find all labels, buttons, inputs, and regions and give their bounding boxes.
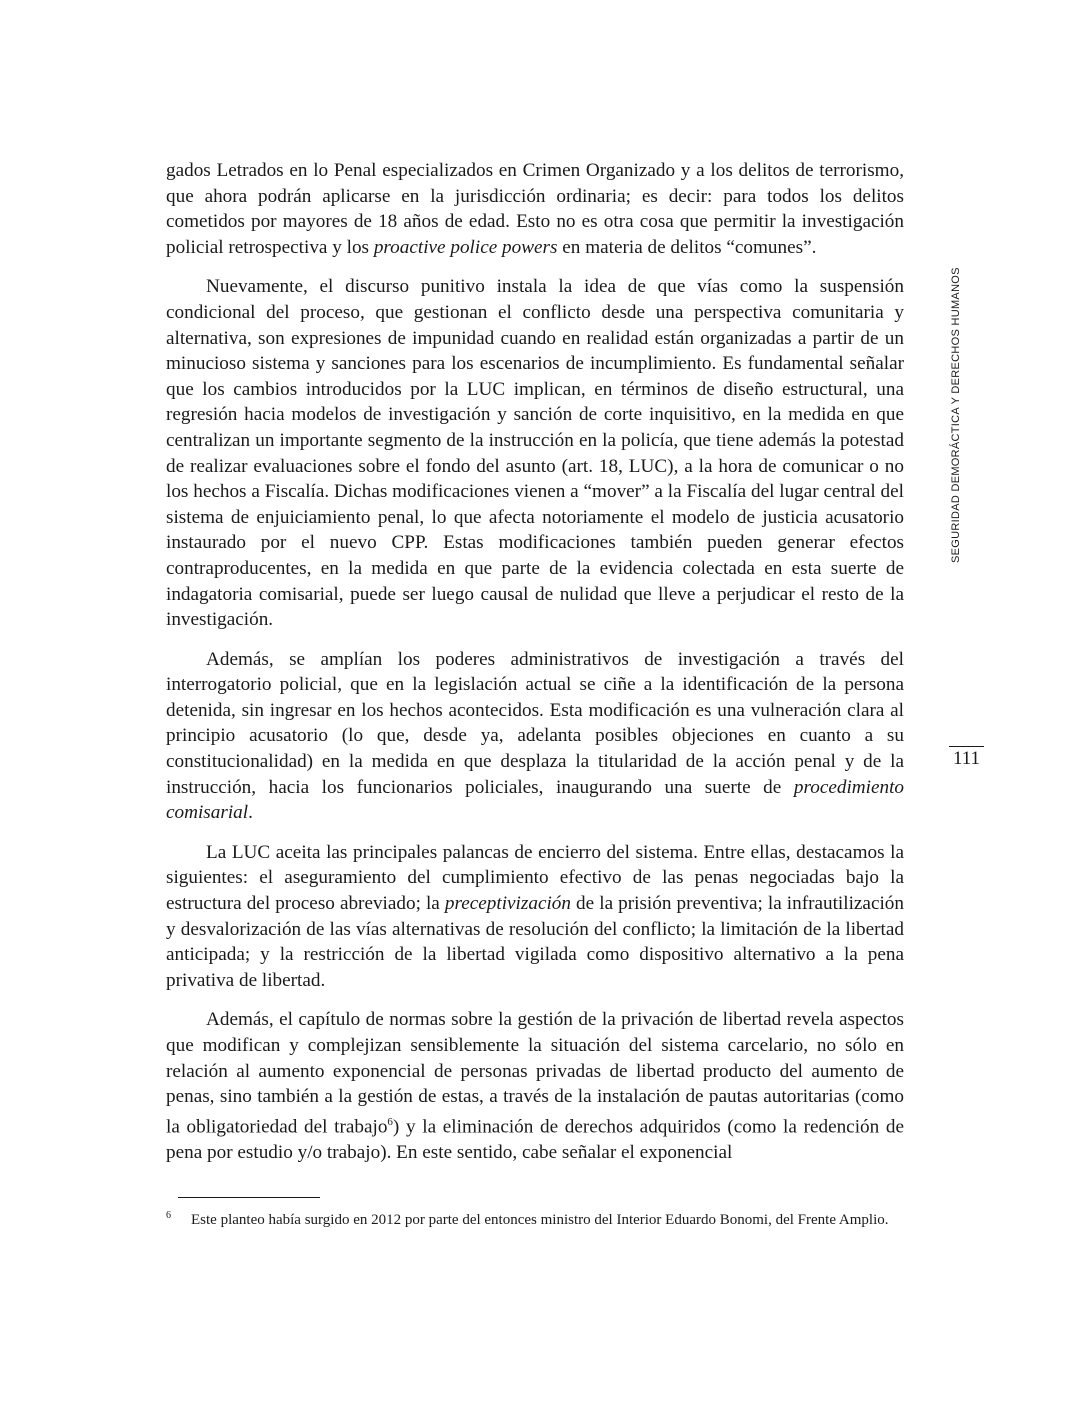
running-header: SEGURIDAD DEMORÁCTICA Y DERECHOS HUMANOS — [950, 267, 962, 563]
paragraph-4-emphasis: preceptivización — [444, 893, 571, 915]
paragraph-2: Nuevamente, el discurso punitivo instala la idea de que vías como la suspensión condicional del proceso, que gestionan el conflicto desde una perspectiva comunitaria y alternativa, son expresiones de impunidad cuando en realidad están organizadas a partir de un minucioso sistema y sanciones para los escenarios de incumplimiento. Es fundamental señalar que los cambios introducidos por la LUC implican, en términos de diseño estructural, una regresión hacia modelos de investigación y sanción de corte inquisitivo, en la medida en que centralizan un importante segmento de la instrucción en la policía, que tiene además la potestad de realizar evaluaciones sobre el fondo del asunto (art. 18, LUC), a la hora de comunicar o no los hechos a Fiscalía. Dichas modificaciones vienen a “mover” a la Fiscalía del lugar central del sistema de enjuiciamiento penal, lo que afecta notoriamente el modelo de justicia acusatorio instaurado por el nuevo CPP. Estas modificaciones también pueden generar efectos contraproducentes, en la medida en que parte de la evidencia colectada en esta suerte de indagatoria comisarial, puede ser luego causal de nulidad que lleve a perjudicar el resto de la investigación. — [166, 276, 904, 631]
paragraph-3-text: Además, se amplían los poderes administrativos de investigación a través del interrogatorio policial, que en la legislación actual se ciñe a la identificación de la persona detenida, sin ingresar en los hechos acontecidos. Esta modificación es una vulneración clara al principio acusatorio (lo que, desde ya, adelanta posibles objeciones en cuanto a su constitucionalidad) en la medida en que desplaza la titularidad de la acción penal y de la instrucción, hacia los funcionarios policiales, inaugurando una suerte de — [166, 648, 904, 798]
footnote-text: Este planteo había surgido en 2012 por parte del entonces ministro del Interior Eduardo Bonomi, del Frente Amplio. — [191, 1212, 889, 1228]
body-text — [166, 158, 904, 1179]
paragraph-5 — [166, 1007, 904, 1165]
footnote-reference[interactable]: 6 — [387, 1115, 393, 1128]
footnote-marker: 6 — [166, 1210, 171, 1221]
footnote — [166, 1205, 904, 1231]
paragraph-5-text: Además, el capítulo de normas sobre la gestión de la privación de libertad revela aspectos que modifican y complejizan sensiblemente la situación del sistema carcelario, no sólo en relación al aumento exponencial de personas privadas de libertad producto del aumento de penas, sino también a la gestión de estas, a través de la instalación de pautas autoritarias (como la obligatoriedad del trabajo — [166, 1009, 904, 1138]
paragraph-4 — [166, 840, 904, 994]
paragraph-1-text: gados Letrados en lo Penal especializados en Crimen Organizado y a los delitos de terrorismo, que ahora podrán aplicarse en la jurisdicción ordinaria; es decir: para todos los delitos cometidos por mayores de 18 años de edad. Esto no es otra cosa que permitir la investigación policial retrospectiva y los — [166, 160, 904, 258]
paragraph-1-text-end: en materia de delitos “comunes”. — [557, 236, 817, 258]
paragraph-3-text-end: . — [248, 802, 253, 824]
page-number: 111 — [952, 748, 981, 769]
paragraph-5-text-end: ) y la eliminación de derechos adquiridos (como la redención de pena por estudio y/o trabajo). En este sentido, cabe señalar el exponencial — [166, 1116, 904, 1163]
paragraph-1 — [166, 158, 904, 260]
paragraph-4-text-end: de la prisión preventiva; la infrautilización y desvalorización de las vías alternativas de resolución del conflicto; la limitación de la libertad anticipada; y la restricción de la libertad vigilada como dispositivo alternativo a la pena privativa de libertad. — [166, 893, 904, 991]
page-number-rule — [949, 746, 984, 747]
footnote-divider — [178, 1197, 320, 1198]
paragraph-4-text: La LUC aceita las principales palancas de encierro del sistema. Entre ellas, destacamos la siguientes: el aseguramiento del cumplimiento efectivo de las penas negociadas bajo la estructura del proceso abreviado; la — [166, 841, 904, 915]
paragraph-3 — [166, 647, 904, 826]
paragraph-1-emphasis: proactive police powers — [373, 236, 558, 258]
paragraph-3-emphasis: procedimiento comisarial — [166, 776, 904, 824]
